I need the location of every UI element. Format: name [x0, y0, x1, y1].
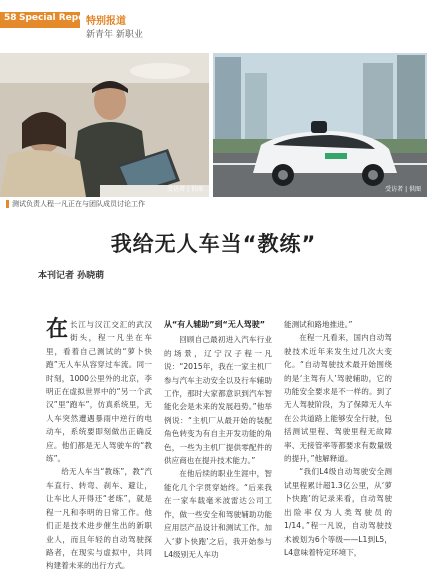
team-discussion-photo [0, 53, 209, 197]
col2-paragraph-2: 在他后续的职业生涯中，智能化几个字贯穿始终。“后来我在一家车载毫米波雷达公司工作，做一些安全和驾驶辅助功能应用层产品设计和测试工作。加入‘萝卜快跑’之后，我开始参与L4级别无人车功 [164, 469, 272, 559]
col1-paragraph-1: 长江与汉江交汇的武汉街头，程一凡坐在车里，看着自己测试的“萝卜快跑”无人车从容穿过车流。同一时刻，1000公里外的北京，李明正在虚拟世界中的“另一个武汉”里“跑车”，仿真系统里，无人车突然遭遇暴雨中逆行的电动车，系统要即刻做出正确反应。他们都是无人驾驶车的“教练”。 [46, 320, 152, 464]
article-column-3 [284, 318, 392, 559]
caption-marker [6, 200, 9, 208]
article-title: 我给无人车当“教练” [110, 232, 317, 256]
section-title: 特别报道 [86, 16, 126, 27]
photo-credit-left: 受访者 | 供图 [167, 186, 203, 193]
robotaxi-illustration [213, 53, 427, 197]
col3-paragraph-2: 在程一凡看来，国内自动驾驶技术近年来发生过几次大变化。“自动驾驶技术最开始围绕的是‘主驾有人’驾驶辅助，它的功能安全要求是不一样的。到了无人驾驶阶段，为了保障无人车在公共道路上能够安全行驶，包括测试里程、驾驶里程无故障率、无接管率等都要求有数量级的提升，”他解释道。 [284, 333, 392, 464]
article-column-1 [46, 318, 152, 573]
col1-paragraph-2: 给无人车当“教练”，教“汽车直行、转弯、刹车、避让，让车比人开得还“老练”，就是程一凡和李明的日常工作。他们正是技术进步催生出的新职业人，而且年轻的自动驾驶探路者，在现实与虚拟中，共同构建着未来的出行方式。 [46, 467, 152, 571]
section-english: Special Report [19, 13, 94, 23]
photo-credit-right: 受访者 | 供图 [385, 186, 421, 193]
section-subheading: 从“有人辅助”到“无人驾驶” [164, 320, 266, 329]
drop-cap: 在 [46, 317, 69, 342]
subsection-title: 新青年 新职业 [86, 30, 143, 40]
col2-paragraph-1: 回顾自己最初进入汽车行业的场景，辽宁汉子程一凡说：“2015年，我在一家主机厂参与汽车主动安全以及行车辅助工作，那时大家都意识到汽车智能化会是未来的发展趋势。”他举例说：“主机厂从最开始的装配角色转变为有自主开发功能的角色，一些为主机厂提供零配件的供应商也在提升技术能力。” [164, 335, 272, 466]
page-header [0, 0, 427, 48]
article-byline: 本刊记者 孙晓萌 [38, 271, 105, 281]
page-number: 58 [4, 13, 17, 23]
col3-paragraph-1: 能测试和路地推进。” [284, 320, 353, 329]
article-column-2 [164, 318, 272, 561]
team-discussion-illustration [0, 53, 209, 197]
robotaxi-photo [213, 53, 427, 197]
col3-paragraph-3: “我们L4级自动驾驶安全测试里程累计超1.3亿公里，从‘萝卜快跑’的记录来看，自动驾驶出险率仅为人类驾驶员的1/14。”程一凡说，自动驾驶技术被划为6个等级——L1到L5，L4意味着特定环境下， [284, 467, 392, 557]
photo-caption: 测试负责人程一凡正在与团队成员讨论工作 [12, 200, 145, 208]
